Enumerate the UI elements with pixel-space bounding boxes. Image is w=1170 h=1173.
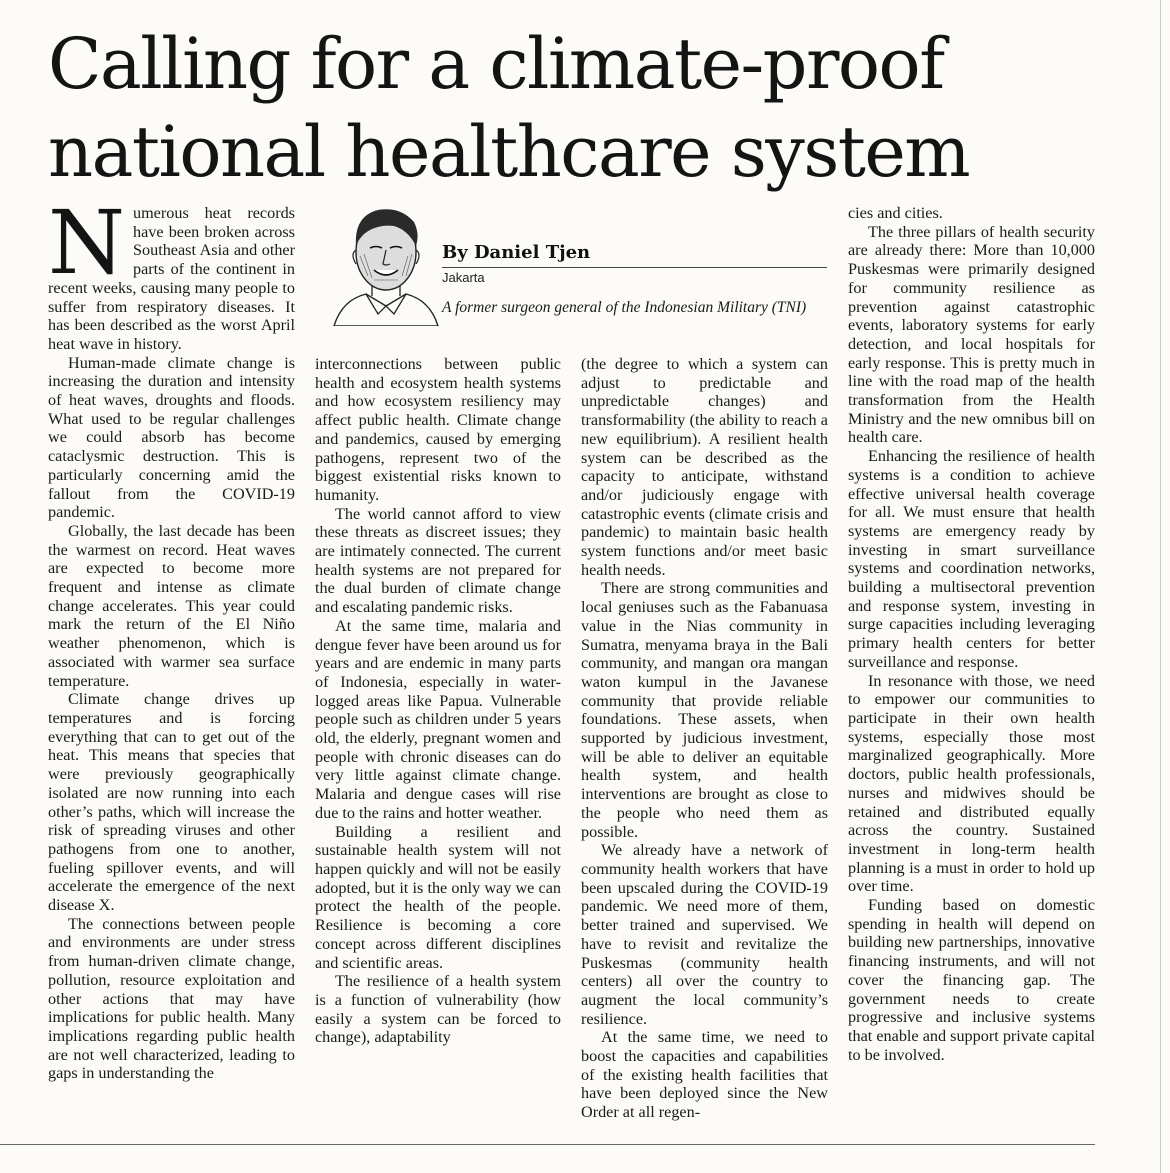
paragraph: (the degree to which a system can adjust to predictable and unpredictable changes) and transformability (the ability to reach a new equilibrium). A resilient health system can be described as the capacity to anticipate, withstand and/or judiciously engage with catastrophic events (climate crisis and pandemic) to maintain basic health system functions and/or meet basic health needs.: [581, 355, 828, 579]
paragraph: In resonance with those, we need to empower our communities to participate in their own health systems, especially those most marginalized geographically. More doctors, public health professionals, nurses and midwives should be retained and distributed equally across the country. Sustained investment in long-term health planning is a must in order to hold up over time.: [848, 671, 1095, 896]
author-name: By Daniel Tjen: [442, 242, 827, 268]
paragraph: The three pillars of health security are already there: More than 10,000 Puskesmas were primarily designed for community resilience as prevention against catastrophic events, laboratory systems for early detection, and local hospitals for early response. This is pretty much in line with the road map of the health transformation from the Health Ministry and the new omnibus bill on health care.: [848, 222, 1095, 447]
article-column-3: [581, 355, 828, 1122]
article-column-1: [48, 191, 295, 1083]
paragraph: We already have a network of community health workers that have been upscaled during the COVID-19 pandemic. We need more of them, better trained and supervised. We have to revisit and revitalize the Puskesmas (community health centers) all over the country to augment the local community’s resilience.: [581, 841, 828, 1028]
paragraph: [48, 191, 295, 354]
article-column-4: [848, 204, 1095, 1064]
paragraph: At the same time, we need to boost the capacities and capabilities of the existing health facilities that have been deployed since the New Order at all regen-: [581, 1028, 828, 1122]
paragraph: cies and cities.: [848, 204, 943, 222]
paragraph: There are strong communities and local geniuses such as the Fabanuasa value in the Nias community in Sumatra, menyama braya in the Bali community, and mangan ora mangan waton kumpul in the Javanese community that provide reliable foundations. These assets, when supported by judicious investment, will be able to deliver an equitable health system, and health interventions are brought as close to the people who need them as possible.: [581, 579, 828, 841]
author-location: Jakarta: [442, 270, 485, 285]
paragraph: interconnections between public health and ecosystem health systems and how ecosystem resiliency may affect public health. Climate change and pandemics, caused by emerging pathogens, represent two of the biggest existential risks known to humanity.: [315, 355, 561, 504]
paragraph: Climate change drives up temperatures and is forcing everything that can to get out of the heat. This means that species that were previously geographically isolated are now running into each other’s paths, which will increase the risk of spreading viruses and other pathogens from one to another, fueling spillover events, and will accelerate the emergence of the next disease X.: [48, 690, 295, 915]
paragraph: The connections between people and environments are under stress from human-driven climate change, pollution, resource exploitation and other actions that may have implications for public health. Many implications regarding public health are not well characterized, leading to gaps in understanding the: [48, 914, 295, 1083]
page-edge: [1160, 0, 1161, 1173]
drop-cap: N: [48, 191, 125, 294]
paragraph: The resilience of a health system is a function of vulnerability (how easily a system can be forced to change), adaptability: [315, 972, 561, 1047]
paragraph-text: umerous heat records have been broken across Southeast Asia and other parts of the continent in recent weeks, causing many people to suffer from respiratory diseases. It has been described as the worst April heat wave in history.: [48, 204, 295, 353]
author-description: A former surgeon general of the Indonesian Military (TNI): [442, 299, 807, 316]
headline: Calling for a climate-proof national healthcare system: [48, 23, 970, 193]
paragraph: Human-made climate change is increasing the duration and intensity of heat waves, droughts and floods. What used to be regular challenges we could absorb has become cataclysmic destruction. This is particularly concerning amid the fallout from the COVID-19 pandemic.: [48, 353, 295, 522]
article-column-2: [315, 355, 561, 1047]
paragraph: Building a resilient and sustainable health system will not happen quickly and will not be easily adopted, but it is the only way we can protect the health of the people. Resilience is becoming a core concept across different disciplines and scientific areas.: [315, 822, 561, 972]
paragraph: At the same time, malaria and dengue fever have been around us for years and are endemic in many parts of Indonesia, especially in water-logged areas like Papua. Vulnerable people such as children under 5 years old, the elderly, pregnant women and people with chronic diseases can do very little against climate change. Malaria and dengue cases will rise due to the rains and hotter weather.: [315, 616, 561, 822]
byline-box: [318, 196, 828, 336]
paragraph: Globally, the last decade has been the warmest on record. Heat waves are expected to become more frequent and intense as climate change accelerates. This year could mark the return of the El Niño weather phenomenon, which is associated with warmer sea surface temperature.: [48, 521, 295, 690]
paragraph: The world cannot afford to view these threats as discreet issues; they are intimately connected. The current health systems are not prepared for the dual burden of climate change and escalating pandemic risks.: [315, 504, 561, 617]
author-portrait: [328, 196, 444, 326]
bottom-rule: [0, 1144, 1095, 1145]
paragraph: Funding based on domestic spending in health will depend on building new partnerships, innovative financing instruments, and will not cover the financing gap. The government needs to create progressive and inclusive systems that enable and support private capital to be involved.: [848, 896, 1095, 1064]
paragraph: Enhancing the resilience of health systems is a condition to achieve effective universal health coverage for all. We must ensure that health systems are emergency ready by investing in smart surveillance systems and coordination networks, building a multisectoral prevention and response system, investing in surge capacities including leveraging primary health centers for better surveillance and response.: [848, 447, 1095, 671]
